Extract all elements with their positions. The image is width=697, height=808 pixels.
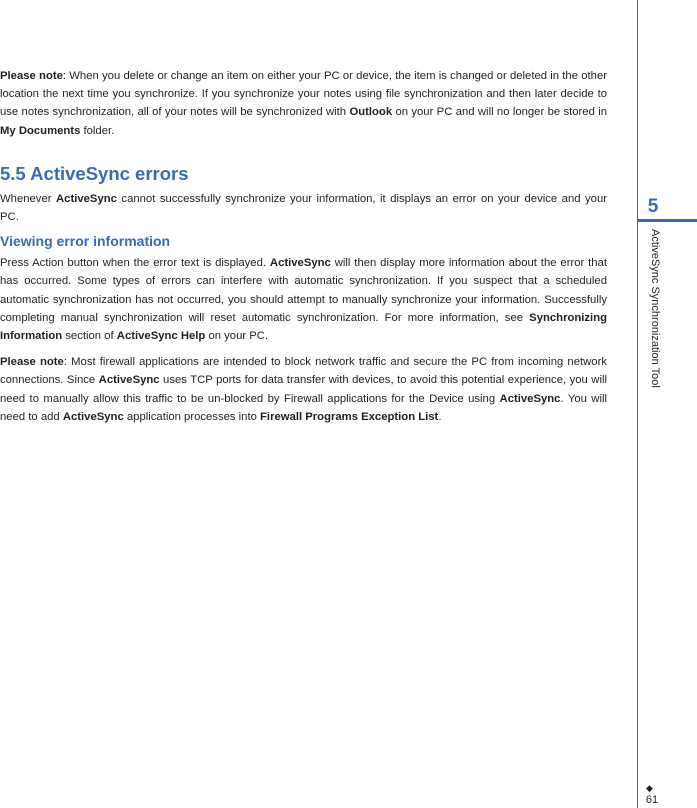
note-bold: Firewall Programs Exception List xyxy=(260,410,439,423)
section-heading: 5.5 ActiveSync errors xyxy=(0,162,189,184)
intro-text: cannot successfully synchronize your information, it displays an error on your device and your PC. xyxy=(0,192,607,224)
note-text: folder. xyxy=(80,124,115,137)
note-text: on your PC and will no longer be stored in xyxy=(392,106,607,119)
note-label: Please note xyxy=(0,70,63,82)
para-text: will then display more information about the error that has occurred. Some types of errors can interfere with automatic synchronization. If you suspect that a scheduled automatic synchronization has not occurred, you should attempt to manually synchronize your information. Successfully completing manual synchronization will reset automatic synchronization. For more information, see xyxy=(0,257,607,324)
para-text: Press Action button when the error text is displayed. xyxy=(0,257,270,270)
subsection-heading: Viewing error information xyxy=(0,233,171,250)
page-content xyxy=(0,67,607,426)
note-text: : When you delete or change an item on either your PC or device, the item is changed or deleted in the other location the next time you synchronize. If you synchronize your notes using file synchronization and then later decide to use notes synchronization, all of your notes will be synchronized with xyxy=(0,70,607,119)
chapter-number: 5 xyxy=(647,196,659,217)
diamond-icon: ◆ xyxy=(646,783,653,793)
para-text: section of xyxy=(62,330,117,343)
note-bold: ActiveSync xyxy=(98,374,160,387)
sidebar-divider xyxy=(637,0,638,808)
intro-bold: ActiveSync xyxy=(56,192,117,205)
note-bold: My Documents xyxy=(0,124,81,137)
note-bold: ActiveSync xyxy=(499,392,561,405)
note-text: . xyxy=(438,410,442,423)
chapter-title: ActiveSync Synchronization Tool xyxy=(649,229,661,388)
intro-paragraph xyxy=(0,190,607,226)
note-text: . You will need to add xyxy=(0,392,607,423)
para-text: on your PC. xyxy=(205,330,269,343)
note-paragraph-2 xyxy=(0,353,607,426)
note-label: Please note xyxy=(0,356,64,369)
note-bold: ActiveSync xyxy=(62,410,124,423)
page-number: 61 xyxy=(645,794,659,806)
note-paragraph-1 xyxy=(0,67,607,140)
para-bold: ActiveSync Help xyxy=(116,330,206,343)
intro-text: Whenever xyxy=(0,192,56,205)
note-bold: Outlook xyxy=(349,106,393,119)
note-text: application processes into xyxy=(123,410,261,423)
note-text: uses TCP ports for data transfer with devices, to avoid this potential experience, you will need to manually allow this traffic to be un-blocked by Firewall applications for the Device using xyxy=(0,374,607,405)
error-info-paragraph xyxy=(0,254,607,345)
para-bold: Synchronizing Information xyxy=(0,311,607,343)
para-bold: ActiveSync xyxy=(269,257,331,270)
note-text: : Most firewall applications are intended to block network traffic and secure the PC from incoming network connections. Since xyxy=(0,356,607,387)
chapter-bar xyxy=(638,219,697,222)
